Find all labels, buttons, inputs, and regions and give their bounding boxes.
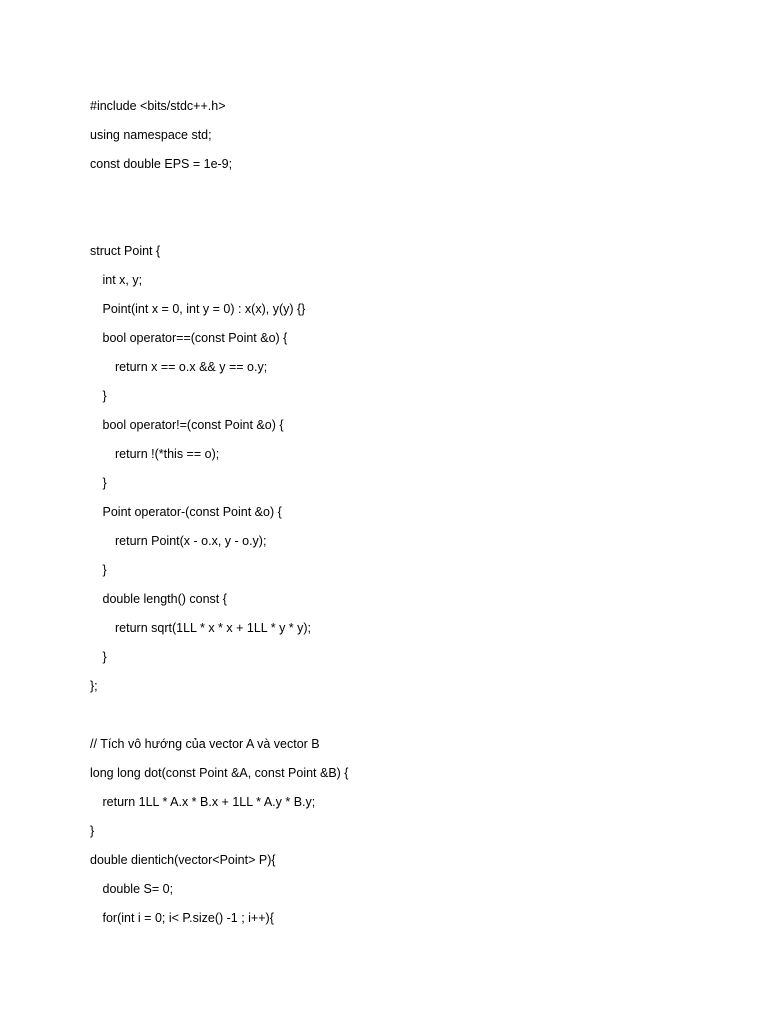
code-line: }; — [90, 679, 98, 693]
code-line: } — [102, 476, 107, 490]
code-line: const double EPS = 1e-9; — [90, 157, 233, 171]
code-line: // Tích vô hướng của vector A và vector B — [90, 737, 320, 751]
code-line: #include <bits/stdc++.h> — [90, 99, 226, 113]
code-line — [90, 701, 730, 730]
code-line: double dientich(vector<Point> P){ — [90, 853, 276, 867]
code-line — [90, 208, 730, 237]
code-line: } — [102, 563, 107, 577]
code-line: using namespace std; — [90, 128, 212, 142]
code-line: return 1LL * A.x * B.x + 1LL * A.y * B.y; — [102, 795, 316, 809]
code-line: long long dot(const Point &A, const Point &B) { — [90, 766, 349, 780]
code-line: double length() const { — [102, 592, 227, 606]
code-line: return Point(x - o.x, y - o.y); — [115, 534, 267, 548]
code-line: Point operator-(const Point &o) { — [102, 505, 282, 519]
code-line: bool operator==(const Point &o) { — [102, 331, 288, 345]
code-listing — [90, 92, 730, 933]
code-line: bool operator!=(const Point &o) { — [102, 418, 284, 432]
code-line: int x, y; — [102, 273, 143, 287]
code-line: } — [102, 650, 107, 664]
code-line: Point(int x = 0, int y = 0) : x(x), y(y) {} — [102, 302, 306, 316]
code-line: return x == o.x && y == o.y; — [115, 360, 268, 374]
code-line: return !(*this == o); — [115, 447, 220, 461]
code-line: return sqrt(1LL * x * x + 1LL * y * y); — [115, 621, 312, 635]
code-line: for(int i = 0; i< P.size() -1 ; i++){ — [102, 911, 274, 925]
code-line: } — [102, 389, 107, 403]
code-line: double S= 0; — [102, 882, 174, 896]
code-line: } — [90, 824, 95, 838]
code-line — [90, 179, 730, 208]
code-line: struct Point { — [90, 244, 161, 258]
